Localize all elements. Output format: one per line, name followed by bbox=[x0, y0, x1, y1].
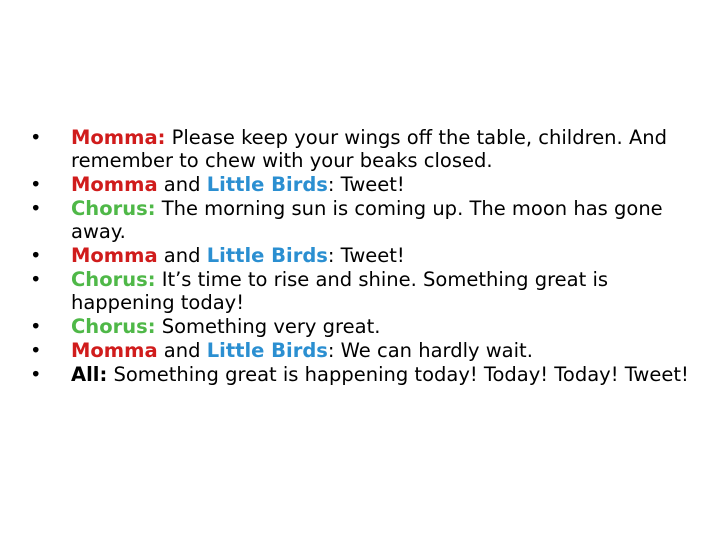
dialogue-text: : Tweet! bbox=[327, 244, 405, 267]
dialogue-text: Something great is happening today! Today! Today! Tweet! bbox=[107, 363, 689, 386]
speaker-label: Chorus: bbox=[71, 268, 156, 291]
bullet-icon: • bbox=[30, 197, 42, 220]
script-line bbox=[30, 339, 690, 362]
speaker-label: Little Birds bbox=[206, 339, 328, 362]
speaker-label: Chorus: bbox=[71, 197, 156, 220]
speaker-label: Chorus: bbox=[71, 315, 156, 338]
dialogue-text: and bbox=[157, 339, 207, 362]
dialogue-text: Something very great. bbox=[155, 315, 381, 338]
speaker-label: Little Birds bbox=[206, 244, 328, 267]
script-line bbox=[30, 244, 690, 267]
script-line bbox=[30, 173, 690, 196]
speaker-label: All: bbox=[71, 363, 108, 386]
bullet-icon: • bbox=[30, 339, 42, 362]
bullet-icon: • bbox=[30, 268, 42, 291]
bullet-icon: • bbox=[30, 244, 42, 267]
script-line bbox=[30, 126, 690, 172]
dialogue-text: : We can hardly wait. bbox=[327, 339, 533, 362]
speaker-label: Momma: bbox=[71, 126, 166, 149]
speaker-label: Little Birds bbox=[206, 173, 328, 196]
script-bullet-list bbox=[30, 126, 690, 387]
script-line bbox=[30, 315, 690, 338]
speaker-label: Momma bbox=[71, 244, 158, 267]
speaker-label: Momma bbox=[71, 173, 158, 196]
script-line bbox=[30, 268, 690, 314]
dialogue-text: : Tweet! bbox=[327, 173, 405, 196]
bullet-icon: • bbox=[30, 315, 42, 338]
bullet-icon: • bbox=[30, 173, 42, 196]
script-line bbox=[30, 197, 690, 243]
bullet-icon: • bbox=[30, 363, 42, 386]
dialogue-text: The morning sun is coming up. The moon has gone away. bbox=[71, 197, 663, 243]
dialogue-text: It’s time to rise and shine. Something great is happening today! bbox=[71, 268, 609, 314]
dialogue-text: Please keep your wings off the table, children. And remember to chew with your beaks closed. bbox=[71, 126, 668, 172]
script-line bbox=[30, 363, 690, 386]
speaker-label: Momma bbox=[71, 339, 158, 362]
bullet-icon: • bbox=[30, 126, 42, 149]
dialogue-text: and bbox=[157, 244, 207, 267]
dialogue-text: and bbox=[157, 173, 207, 196]
